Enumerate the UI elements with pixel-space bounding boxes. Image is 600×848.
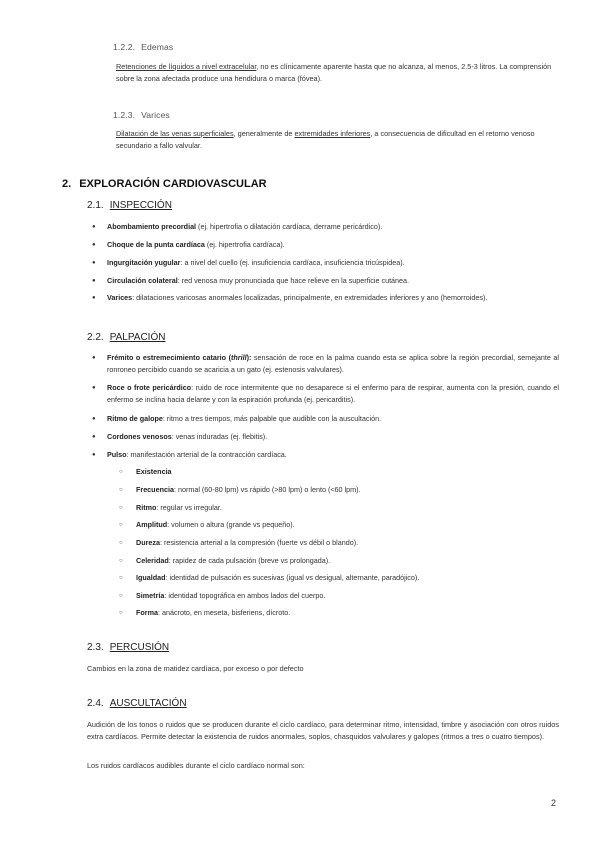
item-text: : ruido de roce intermitente que no desaparece si el enfermo para de respirar, aumenta con la presión, cuando el enfermo se inclina hacia delante y con la espiración profunda (ej. pericarditis). xyxy=(107,383,559,404)
section-title: Varices xyxy=(141,110,170,120)
sub-list-item xyxy=(136,502,566,514)
paragraph-auscultacion: Audición de los tonos o ruidos que se producen durante el ciclo cardíaco, para determinar ritmo, intensidad, timbre y asociación con otros ruidos extra cardíacos. Permite detectar la existencia de ruidos anormales, soplos, chasquidos valvulares y galopes (ritmos a tres o cuatro tiempos). xyxy=(87,720,559,741)
section-number: 2.3. xyxy=(87,642,104,653)
item-text: : red venosa muy pronunciada que hace relieve en la superficie cutánea. xyxy=(177,276,410,285)
section-number: 2.1. xyxy=(87,200,104,211)
paragraph-ruidos: Los ruidos cardíacos audibles durante el ciclo cardíaco normal son: xyxy=(87,761,305,770)
item-term: Simetría xyxy=(136,591,165,600)
sub-list-item xyxy=(136,537,566,549)
item-term: Circulación colateral xyxy=(107,276,178,285)
underlined-term: extremidades inferiores xyxy=(294,129,371,138)
list-item xyxy=(107,449,559,461)
section-number: 2.2. xyxy=(87,332,104,343)
item-term: Varices xyxy=(107,293,133,302)
sub-list-item xyxy=(136,572,566,584)
sub-list-item xyxy=(136,590,566,602)
item-text: : identidad de pulsación es sucesivas (igual vs desigual, alternante, paradójico). xyxy=(165,573,420,582)
section-number: 1.2.3. xyxy=(113,110,136,120)
list-item xyxy=(107,431,559,443)
item-text: : regular vs irregular. xyxy=(156,503,222,512)
paragraph-text: , no es clínicamente aparente hasta que no alcanza, al menos, 2.5-3 litros. La comprensión sobre la zona afectada produce una hendidura o marca (fóvea). xyxy=(116,62,552,83)
item-text: (ej. hipertrofia o dilatación cardíaca, derrame pericárdico). xyxy=(196,222,383,231)
section-title: PERCUSIÓN xyxy=(109,642,170,653)
list-item xyxy=(107,413,559,425)
item-term: Dureza xyxy=(136,538,160,547)
list-item xyxy=(107,382,559,406)
section-title: EXPLORACIÓN CARDIOVASCULAR xyxy=(79,178,267,190)
item-term: Igualdad xyxy=(136,573,166,582)
list-item xyxy=(107,257,559,269)
item-text: (ej. hipertrofia cardíaca). xyxy=(204,240,285,249)
list-item xyxy=(107,239,559,251)
item-text: : rapidez de cada pulsación (breve vs prolongada). xyxy=(168,556,331,565)
subsection-heading-inspeccion xyxy=(87,200,172,211)
sub-list-item xyxy=(136,607,566,619)
item-term: Ritmo de galope xyxy=(107,414,163,423)
sub-list-item xyxy=(136,466,566,478)
list-item xyxy=(107,352,559,376)
list-item xyxy=(107,221,559,233)
item-text: : volumen o altura (grande vs pequeño). xyxy=(167,520,295,529)
item-term: Choque de la punta cardíaca xyxy=(107,240,205,249)
sub-list-item xyxy=(136,555,566,567)
item-term: Existencia xyxy=(136,467,172,476)
item-text: : venas induradas (ej. flebitis). xyxy=(171,432,268,441)
paragraph-edemas xyxy=(116,61,566,85)
subsection-heading-percusion xyxy=(87,642,169,653)
item-text: : resistencia arterial a la compresión (fuerte vs débil o blando). xyxy=(159,538,359,547)
paragraph-varices xyxy=(116,128,566,152)
underlined-term: Dilatación de las venas superficiales xyxy=(116,129,234,138)
section-number: 2. xyxy=(62,178,72,190)
section-number: 1.2.2. xyxy=(113,42,136,52)
underlined-term: Retenciones de líquidos a nivel extracelular xyxy=(116,62,257,71)
item-term: Amplitud xyxy=(136,520,168,529)
section-heading-exploracion-cardiovascular xyxy=(62,178,267,190)
item-term: Abombamiento precordial xyxy=(107,222,197,231)
item-term: Forma xyxy=(136,608,158,617)
paragraph-text: , a consecuencia de dificultad en el retorno venoso secundario a fallo valvular. xyxy=(116,129,535,150)
item-text: : normal (60-80 lpm) vs rápido (>80 lpm) o lento (<60 lpm). xyxy=(173,485,361,494)
item-term: Celeridad xyxy=(136,556,169,565)
section-title: PALPACIÓN xyxy=(109,332,166,343)
item-text: sensación de roce en la palma cuando esta se aplica sobre la región precordial, semejante al ronroneo percibido cuando se acaricia a un gato (ej. estenosis valvulares). xyxy=(107,353,559,374)
item-text: : anácroto, en meseta, bisferiens, dícroto. xyxy=(157,608,291,617)
list-item xyxy=(107,275,559,287)
item-term: Pulso xyxy=(107,450,127,459)
section-title: INSPECCIÓN xyxy=(109,200,172,211)
sub-list-item xyxy=(136,519,566,531)
item-term: Roce o frote pericárdico xyxy=(107,383,192,392)
item-term: Frecuencia xyxy=(136,485,174,494)
item-term: ): xyxy=(246,353,252,362)
item-term: Ingurgitación yugular xyxy=(107,258,181,267)
paragraph-percusion: Cambios en la zona de matidez cardíaca, por exceso o por defecto xyxy=(87,664,304,673)
item-text: : manifestación arterial de la contracción cardíaca. xyxy=(126,450,287,459)
subsection-heading-edemas xyxy=(113,42,173,52)
item-term: Cordones venosos xyxy=(107,432,172,441)
item-text: : a nivel del cuello (ej. insuficiencia cardíaca, insuficiencia tricúspidea). xyxy=(180,258,405,267)
subsection-heading-varices xyxy=(113,110,170,120)
item-term: Frémito o estremecimiento catario ( xyxy=(107,353,232,362)
item-text: : dilataciones varicosas anormales localizadas, principalmente, en extremidades inferiores y ano (hemorroides). xyxy=(132,293,488,302)
subsection-heading-auscultacion xyxy=(87,698,187,709)
sub-list-item xyxy=(136,484,566,496)
item-text: : ritmo a tres tiempos, más palpable que audible con la auscultación. xyxy=(162,414,382,423)
list-item xyxy=(107,292,559,304)
section-title: Edemas xyxy=(141,42,174,52)
item-term: Ritmo xyxy=(136,503,157,512)
item-text: : identidad topográfica en ambos lados del cuerpo. xyxy=(164,591,326,600)
item-term-italic: thrill xyxy=(231,353,247,362)
page-number: 2 xyxy=(551,798,557,808)
paragraph-text: , generalmente de xyxy=(233,129,295,138)
subsection-heading-palpacion xyxy=(87,332,165,343)
section-title: AUSCULTACIÓN xyxy=(109,698,187,709)
section-number: 2.4. xyxy=(87,698,104,709)
